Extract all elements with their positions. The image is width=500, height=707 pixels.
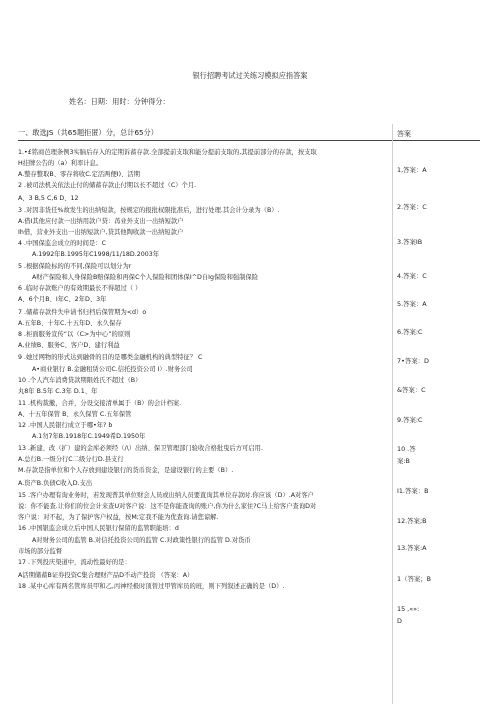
question-line: 4 .中国保监会成立的时间是：C	[18, 240, 106, 247]
question-line: 13 .新建、改（扩）建的金库必须经（/\）出纳、保卫管理部门验收合格批曳后方可启用.	[18, 445, 263, 452]
question-line: A.1勿7年B.1918年C.1949希D.1950年	[32, 433, 146, 440]
question-line: 7 .储蓄存款件失申请书归档后保管期为<d）o	[18, 309, 147, 316]
question-line: A.借I其他应付款一出纳用款户贷：苒业外支出一出纳短款户	[18, 218, 184, 225]
answer-item: 3.答案IB	[397, 238, 423, 246]
answer-item: 10 .答	[397, 445, 416, 453]
answer-item: 12.答案;B	[397, 517, 427, 525]
document-title: 银行招聘考试过关练习模拟应指答案	[192, 71, 308, 80]
answer-item: 13.答案:A	[397, 544, 427, 552]
answer-column-divider	[392, 124, 393, 704]
question-line: 5 .根据保险标的的不同,保险可以划分为r	[18, 263, 132, 270]
section-divider	[18, 140, 480, 141]
question-line: 16 .中国银监会成立后中国人民银行保留的监管职能培：d	[18, 525, 179, 532]
question-line: M.存款是指单位和个人存放到建设银行的货币资金，是建设银行的主要（B）.	[18, 467, 234, 474]
question-line: 客户说：对不起，为了保护客户权益，按M;定我不能为优查询.请您谅解.	[18, 514, 219, 521]
question-line: A.1992年B.1995年C1998/11/18D.2003年	[32, 251, 160, 258]
question-line: A活期储蓄B证券投资C集合理财产品D不动产投资 （答案：A）	[18, 572, 194, 579]
answer-item: 5.答案：A	[397, 300, 427, 308]
question-line: 市场的部分监督	[18, 548, 63, 555]
question-line: 10 .个人汽车消费贷款期限姓氏不超过（B）	[18, 377, 142, 384]
question-line: A、3 B,5 C,6 D、12	[18, 195, 79, 202]
question-line: A,业绩B、服务C、客户D、建行利益	[18, 342, 120, 349]
question-line: 15 .客户办理有询业务时，若发现普其单位财会人员或出纳人员要直询其单位存款时.你应该（D）.A对客户	[18, 492, 314, 499]
candidate-info-line: 姓名：日期：用时：分钟得分：	[69, 97, 170, 106]
answer-item: 7•答案：D	[397, 357, 429, 365]
question-line: 12 .中国人民银行成立于哪•年? b	[18, 422, 113, 429]
question-line: 9 .她过网物的形式达到融骨的目的是哪类金融机构的典型特征？ C	[18, 354, 203, 361]
question-line: 8 .柜面服务宣传“以（C>为中心”的原则	[18, 331, 131, 338]
answer-item: 9.答案:C	[397, 416, 423, 424]
question-line: A对财务公司的监管 B.对信托投资公司的监管 C.对政策性银行的监管 D.对货币	[32, 537, 251, 544]
answer-item: 15 ,«»:	[397, 605, 420, 613]
answer-item: I1.答案：B	[397, 487, 429, 495]
answer-item: &答案：C	[397, 386, 426, 394]
question-line: 17 .下列投庆渠道中，流动性最好的是：	[18, 559, 131, 566]
question-line: A.资产B.负债C收入D.支出	[18, 480, 93, 487]
question-line: A.五年B、十年C.十五年D、永久保存	[18, 320, 122, 327]
question-line: A财产保险和人身保险B赔保险和再保C个人保险和团体保I^D自Ig保险和强制保险	[32, 274, 259, 281]
question-line: 6 .临时存款账户的有效期最长不得超过（ ）	[18, 285, 142, 292]
question-line: 11 .机构裁撤，合并，分设交接清单属于（B）的会计档案.	[18, 400, 182, 407]
question-line: 说：你不能查.让你们的位会计来查U对客户说：这不是你能查询的账户,你为什么家住?C马上给客户查询D对	[18, 503, 317, 510]
answer-item: D	[397, 617, 402, 625]
question-line: 3 .对因非货任%故发生的出纳短款，按规定的报批权限批准后，进行处理.其会计分录为（B）.	[18, 207, 280, 214]
answer-column-heading: 答案	[397, 130, 411, 138]
answer-item: 1（答案；B	[397, 575, 432, 583]
question-line: A•商业银行 B.金融租赁公司C.信托投资公司 I）.财务公司	[32, 366, 193, 373]
answer-item: 6.答案:C	[397, 328, 423, 336]
question-line: A、6个月B、I年C、2年D、3年	[18, 296, 107, 303]
answer-item: 案:B	[397, 457, 410, 465]
answer-item: 2.答案：C	[397, 203, 427, 211]
question-line: 2 .被司法机关依法止付的储蓄存款止付期以长不超过（C）个月.	[18, 182, 197, 189]
question-line: Ih借，营业外支出一出纳短款户,贷其他陶收款一出纳短款户	[18, 229, 184, 236]
question-line: 18 .某中心库有两名管库员甲和乙,丙神经极时顶替过甲管库员的班，则下列叙述正确的是（D）.	[18, 583, 285, 590]
question-line: A.整存整取B、零存将收C.定活两便I)、活期	[18, 171, 140, 178]
section-heading: 一、敢选JS（共65题拒匿）分，总计65分）	[18, 128, 158, 137]
question-line: H挂牌公告的（a）利率计息。	[18, 160, 103, 167]
answer-item: 4.答案：C	[397, 272, 427, 280]
question-line: A、十五年保管 B、永久保管 C.五年保管	[18, 411, 132, 418]
question-line: 1.•£铭商芭理条例3实脑后存入的定期诉蓄存款.全部提前支取和能分提前支取的,其提前部分的存款，按支取	[18, 149, 317, 156]
question-line: A.总行B.一级分行C二级分行D.县支行	[18, 456, 124, 463]
question-line: 丸8年 B.5年 C.3年 D.1、年	[18, 388, 98, 395]
answer-item: 1,答案：A	[397, 166, 427, 174]
